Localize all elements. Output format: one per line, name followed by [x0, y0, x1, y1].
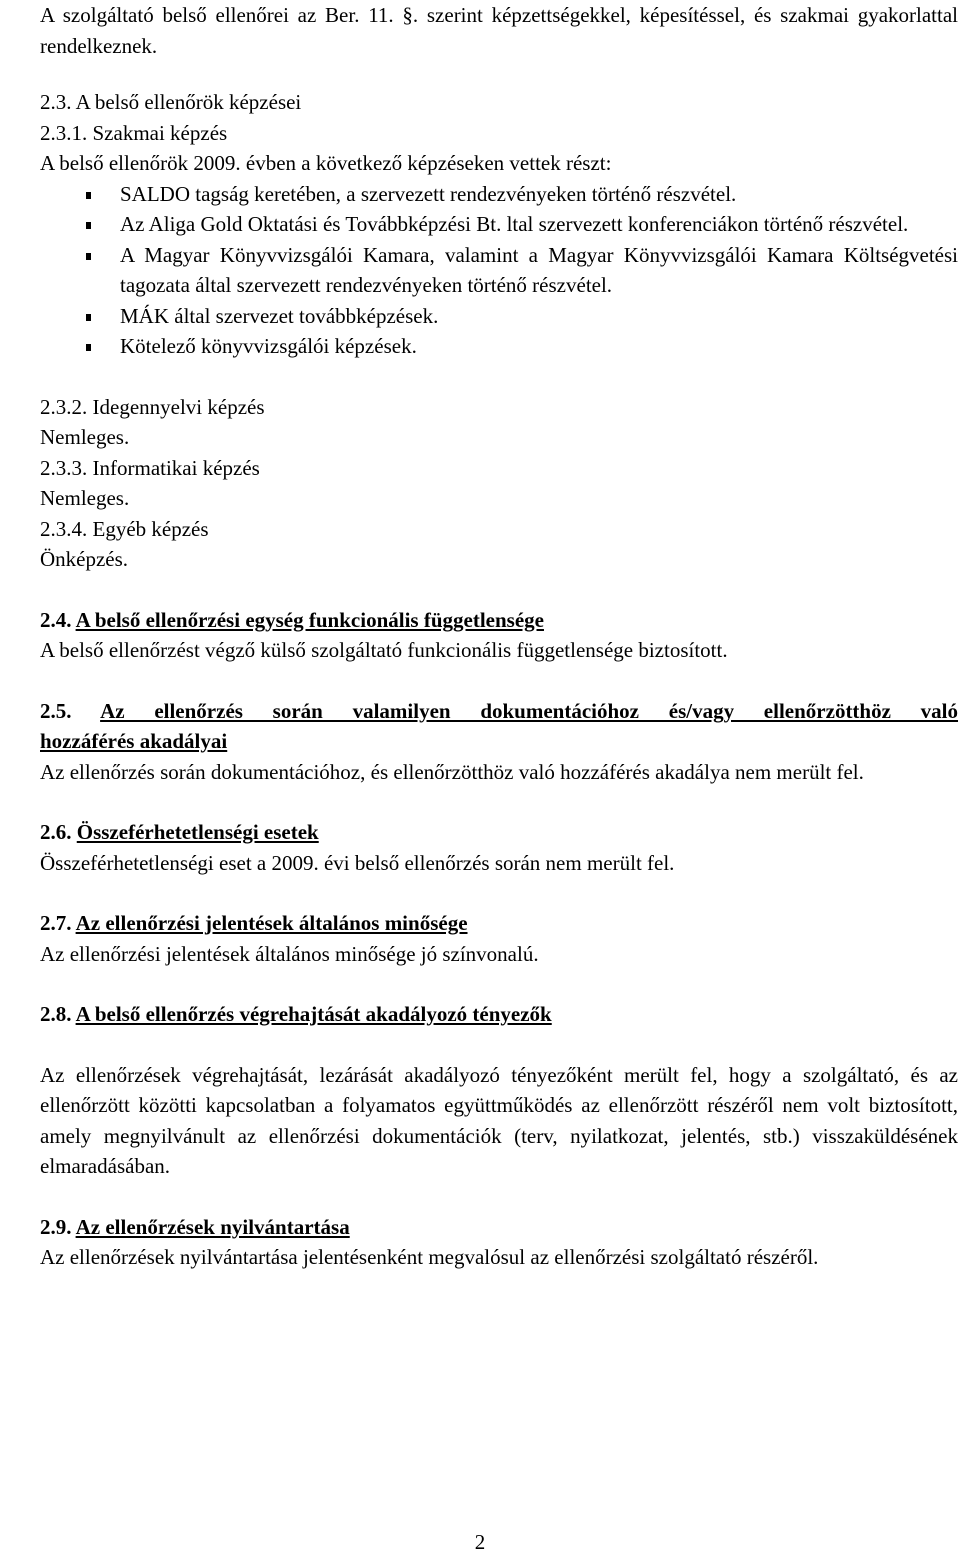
section-2-3-1-title: 2.3.1. Szakmai képzés [40, 120, 228, 145]
section-2-3-2-title: 2.3.2. Idegennyelvi képzés [40, 394, 265, 419]
page-number: 2 [474, 1530, 486, 1554]
section-2-3-3-text: Nemleges. [40, 486, 130, 510]
section-2-5-heading-line1: 2.5. Az ellenőrzés során valamilyen dokumentációhoz és/vagy ellenőrzötthöz való [40, 698, 959, 723]
section-2-6-text: Összeférhetetlenségi eset a 2009. évi belső ellenőrzés során nem merült fel. [40, 850, 675, 875]
bullet-square-icon [86, 222, 91, 229]
section-2-6-heading: 2.6. Összeférhetetlenségi esetek [40, 820, 319, 844]
section-2-3-2-text: Nemleges. [40, 425, 130, 449]
list-item: A Magyar Könyvvizsgálói Kamara, valamint a Magyar Könyvvizsgálói Kamara Költségvetési tagozata által szervezett rendezvényeken történő részvétel. [40, 240, 958, 301]
section-2-3-4-text: Önképzés. [40, 547, 129, 571]
section-2-3-1-intro: A belső ellenőrök 2009. évben a következő képzéseken vettek részt: [40, 151, 612, 175]
section-2-7-heading: 2.7. Az ellenőrzési jelentések általános minősége [40, 911, 468, 935]
bullet-square-icon [86, 192, 91, 199]
section-2-5-heading-line2: hozzáférés akadályai [40, 729, 228, 753]
section-2-8-text: Az ellenőrzések végrehajtását, lezárását akadályozó tényezőként merült fel, hogy a szolgáltató, és az ellenőrzött közötti kapcsolatban a folyamatos együttműködés az ellenőrzött részéről nem volt biztosított, amely megnyilvánult az ellenőrzési dokumentációk (terv, nyilatkozat, jelentés, stb.) visszaküldésének elmaradásában. [40, 1062, 958, 1178]
section-2-3-title: 2.3. A belső ellenőrök képzései [40, 90, 302, 114]
section-2-5-text: Az ellenőrzés során dokumentációhoz, és ellenőrzötthöz való hozzáférés akadálya nem merült fel. [40, 759, 864, 784]
section-2-3-4-title: 2.3.4. Egyéb képzés [40, 516, 209, 541]
bullet-square-icon [86, 314, 91, 321]
list-item: MÁK által szervezet továbbképzések. [40, 301, 958, 332]
intro-paragraph: A szolgáltató belső ellenőrei az Ber. 11. §. szerint képzettségekkel, képesítéssel, és szakmai gyakorlattal rendelkeznek. [40, 3, 958, 58]
list-item: SALDO tagság keretében, a szervezett rendezvényeken történő részvétel. [40, 179, 958, 210]
section-2-7-text: Az ellenőrzési jelentések általános minősége jó színvonalú. [40, 941, 539, 966]
list-item: Az Aliga Gold Oktatási és Továbbképzési Bt. ltal szervezett konferenciákon történő részvétel. [40, 209, 958, 240]
list-item: Kötelező könyvvizsgálói képzések. [40, 331, 958, 362]
bullet-square-icon [86, 253, 91, 260]
section-2-4-heading: 2.4. A belső ellenőrzési egység funkcionális függetlensége [40, 607, 544, 632]
section-2-9-text: Az ellenőrzések nyilvántartása jelentésenként megvalósul az ellenőrzési szolgáltató részéről. [40, 1245, 819, 1269]
training-bullet-list [40, 179, 958, 362]
bullet-square-icon [86, 344, 91, 351]
section-2-9-heading: 2.9. Az ellenőrzések nyilvántartása [40, 1214, 350, 1239]
section-2-3-3-title: 2.3.3. Informatikai képzés [40, 455, 260, 480]
section-2-4-text: A belső ellenőrzést végző külső szolgáltató funkcionális függetlensége biztosított. [40, 638, 728, 662]
section-2-8-heading: 2.8. A belső ellenőrzés végrehajtását akadályozó tényezők [40, 1002, 552, 1026]
document-page [40, 0, 958, 1273]
